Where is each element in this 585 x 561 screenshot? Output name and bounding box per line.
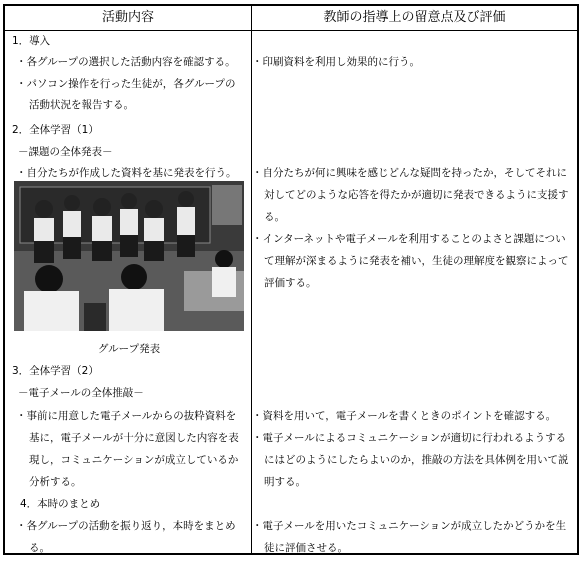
header-teacher-notes: 教師の指導上の留意点及び評価 <box>323 10 506 25</box>
photo-caption: グループ発表 <box>97 343 161 355</box>
section-4-bullet-1-line-1: ・各グループの活動を振り返り，本時をまとめ <box>16 520 236 532</box>
header-divider <box>5 30 577 31</box>
note-5-line-2: にはどのようにしたらよいのか，推敲の方法を具体例を用いて説 <box>264 454 569 466</box>
section-1-bullet-2-line-1: ・パソコン操作を行った生徒が，各グループの <box>16 78 236 90</box>
section-3-bullet-1-line-3: 現し，コミュニケーションが成立しているか <box>29 454 239 466</box>
section-2-title: 2．全体学習（1） <box>12 124 99 136</box>
note-6-line-1: ・電子メールを用いたコミュニケーションが成立したかどうかを生 <box>252 520 567 532</box>
note-3-line-1: ・インターネットや電子メールを利用することのよさと課題につい <box>252 233 566 245</box>
section-1-title: 1．導入 <box>12 35 51 47</box>
section-2-subtitle: －課題の全体発表－ <box>18 146 113 158</box>
header-activity: 活動内容 <box>101 10 154 25</box>
note-3-line-3: 評価する。 <box>264 277 317 289</box>
note-5-line-3: 明する。 <box>264 476 306 488</box>
note-4: ・資料を用いて，電子メールを書くときのポイントを確認する。 <box>252 410 557 422</box>
section-3-bullet-1-line-1: ・事前に用意した電子メールからの抜粋資料を <box>16 410 237 422</box>
section-4-bullet-1-line-2: る。 <box>29 542 50 554</box>
note-6-line-2: 徒に評価させる。 <box>264 542 348 554</box>
column-divider <box>251 6 252 553</box>
note-2-line-3: る。 <box>264 211 285 223</box>
section-3-bullet-1-line-2: 基に，電子メールが十分に意図した内容を表 <box>29 432 239 444</box>
note-2-line-2: 対してどのような応答を得たかが適切に発表できるように支援す <box>264 189 569 201</box>
note-3-line-2: て理解が深まるように発表を補い，生徒の理解度を観察によって <box>264 255 569 267</box>
group-presentation-photo <box>14 181 244 331</box>
section-3-title: 3．全体学習（2） <box>12 365 99 377</box>
section-1-bullet-1: ・各グループの選択した活動内容を確認する。 <box>16 56 236 68</box>
section-1-bullet-2-line-2: 活動状況を報告する。 <box>29 99 134 111</box>
note-2-line-1: ・自分たちが何に興味を感じどんな疑問を持ったか，そしてそれに <box>252 167 567 179</box>
section-3-subtitle: －電子メールの全体推敲－ <box>18 387 144 399</box>
section-2-bullet-1: ・自分たちが作成した資料を基に発表を行う。 <box>16 167 237 179</box>
note-1: ・印刷資料を利用し効果的に行う。 <box>252 56 420 68</box>
section-4-title: 4．本時のまとめ <box>20 498 101 510</box>
note-5-line-1: ・電子メールによるコミュニケーションが適切に行われるようする <box>252 432 567 444</box>
section-3-bullet-1-line-4: 分析する。 <box>29 476 82 488</box>
